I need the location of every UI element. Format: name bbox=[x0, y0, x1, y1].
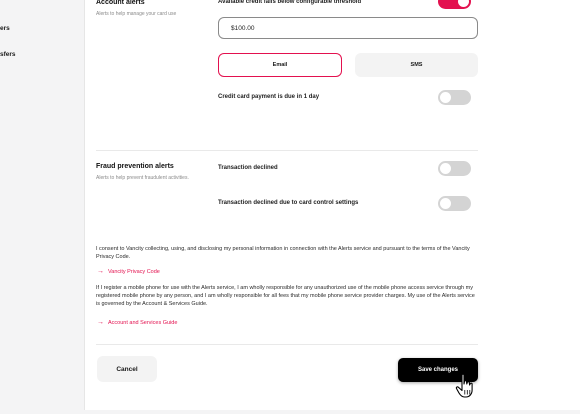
channel-sms-button[interactable] bbox=[355, 53, 478, 77]
account-services-guide-label: Account and Services Guide bbox=[108, 319, 178, 326]
toggle-knob bbox=[440, 198, 451, 209]
cancel-label: Cancel bbox=[116, 365, 138, 373]
toggle-knob bbox=[440, 92, 451, 103]
vancity-privacy-code-link[interactable] bbox=[97, 268, 160, 275]
card-control-declined-label: Transaction declined due to card control settings bbox=[218, 200, 359, 206]
channel-sms-label: SMS bbox=[410, 62, 423, 68]
toggle-knob bbox=[458, 0, 469, 7]
hand-pointer-icon bbox=[455, 373, 477, 399]
left-nav bbox=[0, 0, 84, 414]
arrow-right-icon: → bbox=[97, 319, 104, 326]
arrow-right-icon: → bbox=[97, 268, 104, 275]
card-control-declined-toggle[interactable] bbox=[438, 196, 471, 211]
cancel-button[interactable] bbox=[97, 356, 157, 382]
transaction-declined-label: Transaction declined bbox=[218, 165, 278, 171]
fraud-alerts-description: Alerts to help prevent fraudulent activities. bbox=[96, 175, 189, 181]
nav-item-transfers-partial[interactable]: sfers bbox=[0, 51, 16, 58]
transaction-declined-toggle[interactable] bbox=[438, 161, 471, 176]
account-alerts-description: Alerts to help manage your card use bbox=[96, 11, 177, 17]
threshold-alert-label: Available credit falls below configurable threshold bbox=[218, 0, 362, 5]
mobile-terms-text: If I register a mobile phone for use with the Alerts service, I am wholly responsible for any unauthorized use of the mobile phone access service through my registered mobile phone by any person, and I am wholly responsible for all fees that my mobile phone service provider charges. My use of the Alerts service is governed by the Account & Services Guide. bbox=[96, 285, 475, 307]
threshold-alert-toggle[interactable] bbox=[438, 0, 471, 9]
privacy-consent-text: I consent to Vancity collecting, using, and disclosing my personal information in connection with the Alerts service and pursuant to the terms of the Vancity Privacy Code. bbox=[96, 246, 470, 260]
save-changes-label: Save changes bbox=[417, 367, 459, 373]
threshold-amount-input[interactable] bbox=[218, 17, 478, 39]
account-services-guide-link[interactable] bbox=[97, 319, 177, 326]
payment-due-alert-label: Credit card payment is due in 1 day bbox=[218, 94, 320, 100]
fraud-alerts-title: Fraud prevention alerts bbox=[96, 163, 174, 170]
channel-email-button[interactable] bbox=[218, 53, 342, 77]
account-alerts-title: Account alerts bbox=[96, 0, 145, 6]
nav-item-alerts-partial[interactable]: ers bbox=[0, 25, 10, 32]
vancity-privacy-code-label: Vancity Privacy Code bbox=[108, 268, 160, 275]
payment-due-alert-toggle[interactable] bbox=[438, 90, 471, 105]
toggle-knob bbox=[440, 163, 451, 174]
section-divider bbox=[96, 150, 478, 151]
actions-divider bbox=[96, 344, 478, 345]
channel-email-label: Email bbox=[272, 62, 288, 68]
